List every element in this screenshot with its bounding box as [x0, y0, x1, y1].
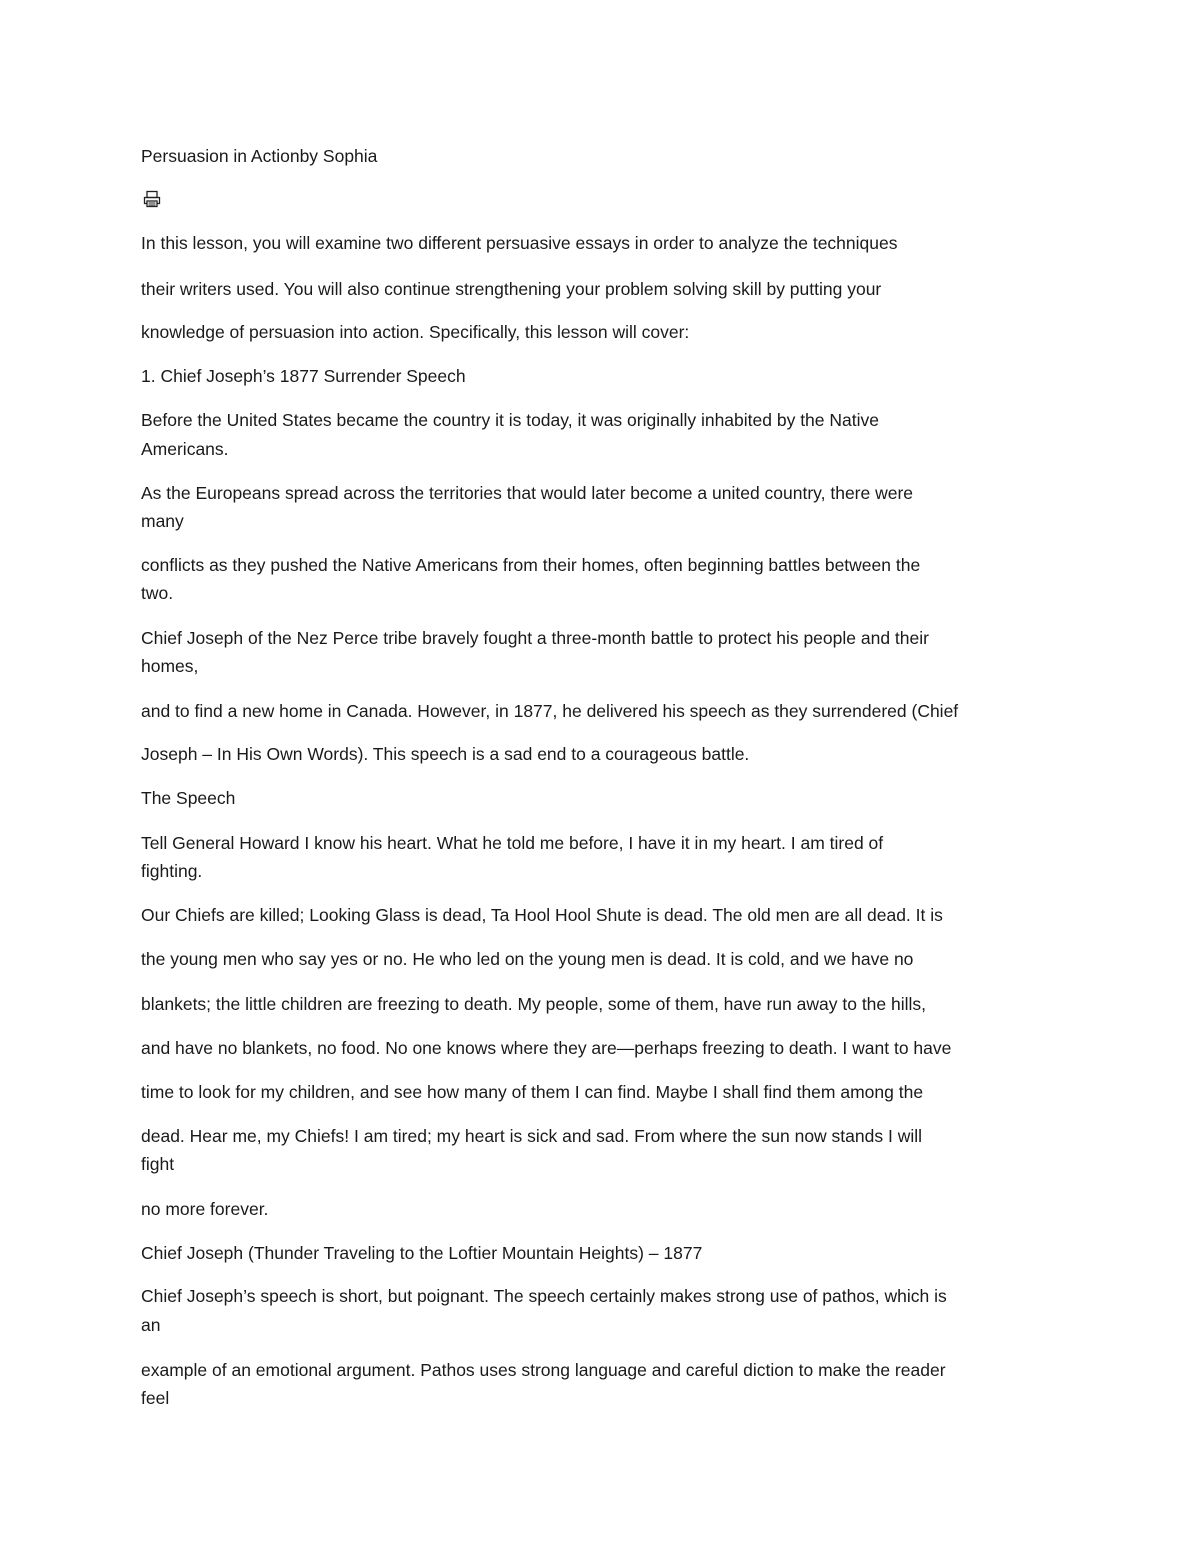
speech-line: dead. Hear me, my Chiefs! I am tired; my heart is sick and sad. From where the sun now stands I will [141, 1126, 922, 1146]
speech-line: and have no blankets, no food. No one knows where they are—perhaps freezing to death. I want to have [141, 1038, 952, 1058]
intro-line: In this lesson, you will examine two different persuasive essays in order to analyze the techniques [141, 233, 898, 253]
speech-line: fighting. [141, 861, 203, 881]
printer-icon[interactable] [143, 190, 161, 208]
speech-line: time to look for my children, and see how many of them I can find. Maybe I shall find them among the [141, 1082, 924, 1102]
speech-heading: The Speech [141, 788, 236, 808]
context-line: and to find a new home in Canada. However, in 1877, he delivered his speech as they surrendered (Chief [141, 701, 959, 721]
context-line: As the Europeans spread across the territories that would later become a united country, there were [141, 483, 914, 503]
analysis-line: example of an emotional argument. Pathos uses strong language and careful diction to make the reader [141, 1360, 946, 1380]
context-line: homes, [141, 656, 199, 676]
context-line: many [141, 511, 184, 531]
speech-attribution: Chief Joseph (Thunder Traveling to the Loftier Mountain Heights) – 1877 [141, 1243, 703, 1263]
speech-line: no more forever. [141, 1199, 269, 1219]
speech-line: Our Chiefs are killed; Looking Glass is dead, Ta Hool Hool Shute is dead. The old men are all dead. It is [141, 905, 943, 925]
context-line: conflicts as they pushed the Native Americans from their homes, often beginning battles between the [141, 555, 921, 575]
context-line: Americans. [141, 439, 229, 459]
context-line: two. [141, 583, 174, 603]
context-line: Joseph – In His Own Words). This speech is a sad end to a courageous battle. [141, 744, 750, 764]
speech-line: Tell General Howard I know his heart. What he told me before, I have it in my heart. I am tired of [141, 833, 884, 853]
intro-line: their writers used. You will also continue strengthening your problem solving skill by putting your [141, 279, 882, 299]
speech-line: the young men who say yes or no. He who led on the young men is dead. It is cold, and we have no [141, 949, 914, 969]
speech-line: blankets; the little children are freezing to death. My people, some of them, have run away to the hills, [141, 994, 927, 1014]
speech-line: fight [141, 1154, 175, 1174]
document-title: Persuasion in Actionby Sophia [141, 146, 378, 166]
intro-line: knowledge of persuasion into action. Specifically, this lesson will cover: [141, 322, 690, 342]
context-line: Chief Joseph of the Nez Perce tribe bravely fought a three-month battle to protect his people and their [141, 628, 929, 648]
section-heading: 1. Chief Joseph’s 1877 Surrender Speech [141, 366, 466, 386]
analysis-line: an [141, 1315, 161, 1335]
analysis-line: Chief Joseph’s speech is short, but poignant. The speech certainly makes strong use of pathos, which is [141, 1286, 947, 1306]
context-line: Before the United States became the country it is today, it was originally inhabited by the Native [141, 410, 879, 430]
analysis-line: feel [141, 1388, 170, 1408]
